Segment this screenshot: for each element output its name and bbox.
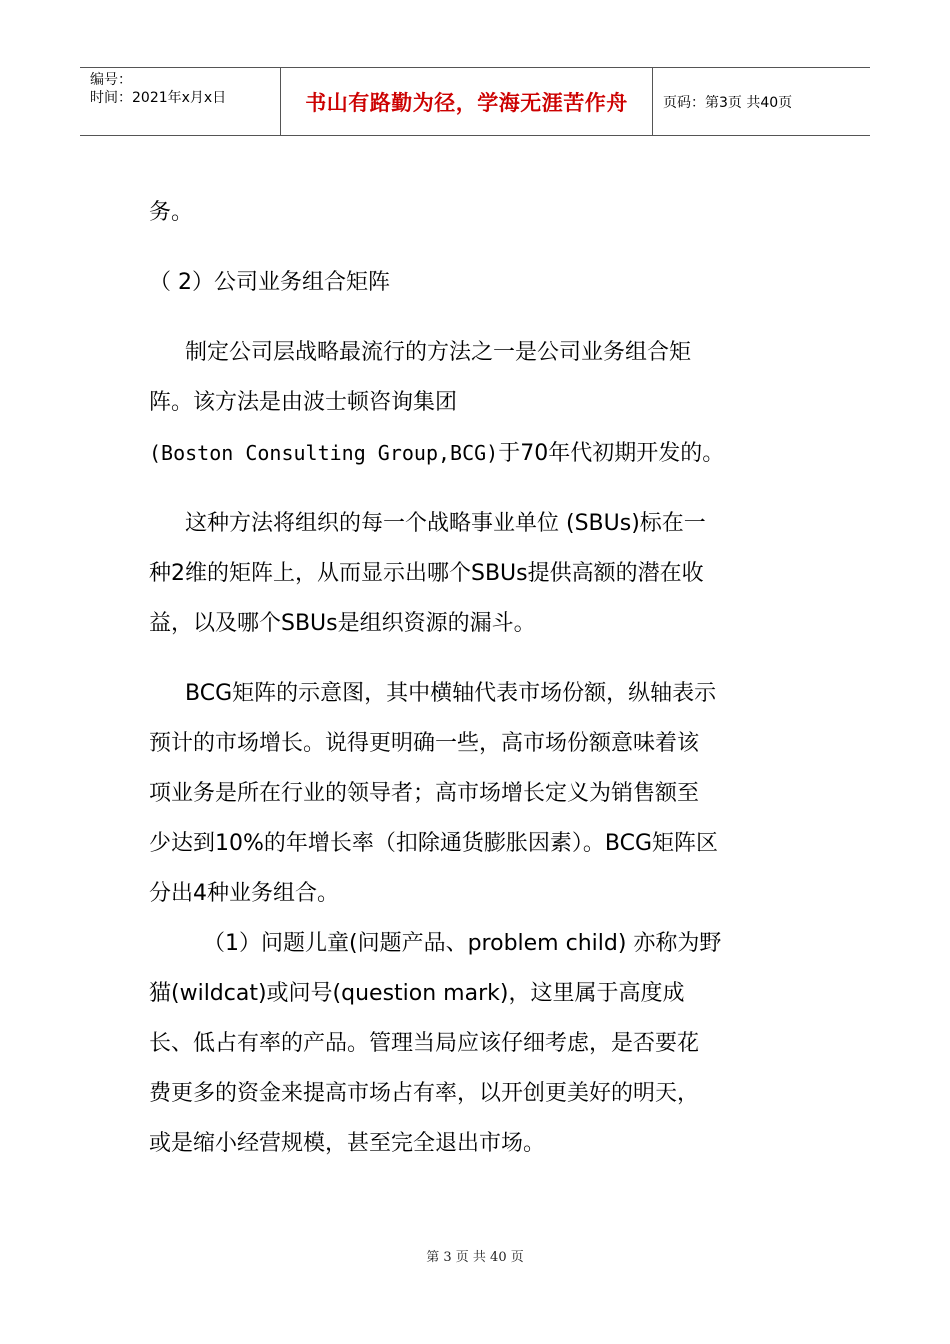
paragraph-3 xyxy=(149,669,809,919)
paragraph-line: 长、低占有率的产品。管理当局应该仔细考虑，是否要花 xyxy=(149,1031,700,1056)
header-date-label: 时间：2021年x月x日 xyxy=(90,90,227,106)
header-number-label: 编号： xyxy=(90,72,132,88)
page-footer: 第 3 页 共 40 页 xyxy=(426,1250,524,1265)
paragraph-line: 制定公司层战略最流行的方法之一是公司业务组合矩 xyxy=(185,340,692,365)
page-header xyxy=(80,67,870,136)
paragraph-line: 益，以及哪个SBUs是组织资源的漏斗。 xyxy=(149,611,536,636)
document-body xyxy=(149,188,809,1169)
paragraph-line: 分出4种业务组合。 xyxy=(149,881,339,906)
paragraph-line: 费更多的资金来提高市场占有率，以开创更美好的明天， xyxy=(149,1081,700,1106)
paragraph-line: 猫(wildcat)或问号(question mark)，这里属于高度成 xyxy=(149,981,685,1006)
header-page-label: 页码：第3页 共40页 xyxy=(663,94,793,111)
header-meta xyxy=(80,68,281,135)
paragraph-line: 项业务是所在行业的领导者；高市场增长定义为销售额至 xyxy=(149,781,700,806)
header-motto: 书山有路勤为径，学海无涯苦作舟 xyxy=(281,68,653,135)
paragraph-4 xyxy=(149,919,809,1169)
paragraph-2 xyxy=(149,499,809,649)
paragraph-line: 阵。该方法是由波士顿咨询集团 xyxy=(149,390,458,415)
section-heading: （ 2）公司业务组合矩阵 xyxy=(149,270,390,295)
paragraph-line: 种2维的矩阵上，从而显示出哪个SBUs提供高额的潜在收 xyxy=(149,561,704,586)
paragraph-line: （1）问题儿童(问题产品、problem child) 亦称为野 xyxy=(203,931,722,956)
paragraph-line: 预计的市场增长。说得更明确一些，高市场份额意味着该 xyxy=(149,731,700,756)
paragraph-1 xyxy=(149,328,809,479)
continued-line: 务。 xyxy=(149,200,194,225)
paragraph-line: 或是缩小经营规模，甚至完全退出市场。 xyxy=(149,1131,546,1156)
paragraph-line: 这种方法将组织的每一个战略事业单位 (SBUs)标在一 xyxy=(185,511,706,536)
paragraph-line: BCG矩阵的示意图，其中横轴代表市场份额，纵轴表示 xyxy=(185,681,717,706)
paragraph-text: 于70年代初期开发的。 xyxy=(498,441,725,466)
bcg-english-name: (Boston Consulting Group,BCG) xyxy=(149,441,499,465)
paragraph-line xyxy=(149,428,809,479)
paragraph-line: 少达到10%的年增长率（扣除通货膨胀因素）。BCG矩阵区 xyxy=(149,831,719,856)
